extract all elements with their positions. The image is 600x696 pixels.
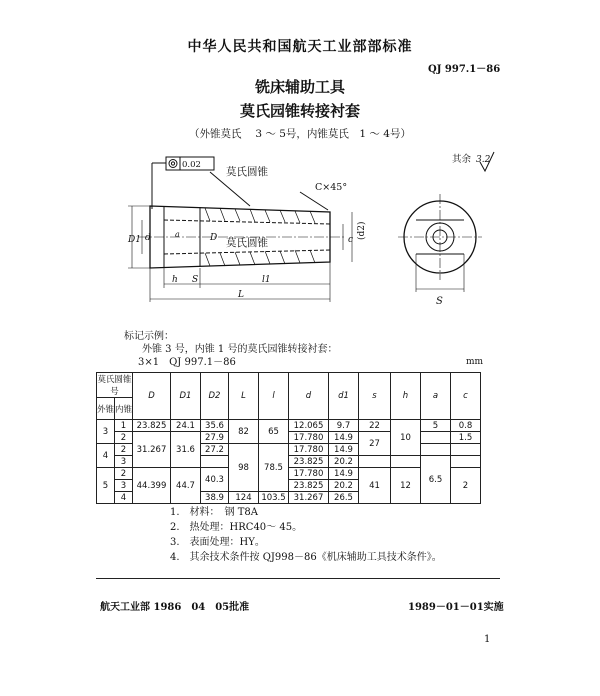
col-D: D — [133, 373, 171, 420]
table-row: 3 1 23.825 24.1 35.6 82 65 12.065 9.7 22 10 5 0.8 — [97, 420, 481, 432]
col-outer: 外锥 — [97, 398, 115, 420]
implementation-date: 1989－01－01实施 — [408, 602, 504, 613]
dim-a: a — [175, 230, 180, 239]
dim-d: d — [145, 233, 151, 243]
note-surface-treatment: 3. 表面处理：HY。 — [170, 537, 265, 548]
marking-description: 外锥 3 号，内锥 1 号的莫氏园锥转接衬套： — [142, 344, 338, 355]
approval-date: 航天工业部 1986 04 05批准 — [100, 602, 250, 613]
dim-D1: D1 — [128, 235, 141, 245]
dim-L: L — [238, 290, 244, 300]
col-a: a — [421, 373, 451, 420]
table-header-group: 莫氏圆锥号 — [97, 373, 133, 398]
table-row: 4 38.9 124 103.5 31.267 26.5 — [97, 492, 481, 504]
chamfer-label: C×45° — [315, 182, 348, 193]
technical-drawing — [0, 142, 600, 327]
table-row: 3 23.825 20.2 — [97, 480, 481, 492]
marking-code: 3×1 QJ 997.1－86 — [138, 357, 236, 368]
note-heat-treatment: 2. 热处理：HRC40～ 45。 — [170, 522, 303, 533]
col-d1: d1 — [329, 373, 359, 420]
col-D2: D2 — [201, 373, 229, 420]
col-L: L — [229, 373, 259, 420]
tolerance-value: 0.02 — [182, 160, 201, 170]
marking-title: 标记示例： — [124, 331, 174, 342]
dim-d2: (d2) — [357, 221, 367, 240]
note-other-requirements: 4. 其余技术条件按 QJ998－86《机床辅助工具技术条件》。 — [170, 552, 442, 563]
page-number: 1 — [484, 634, 491, 645]
dim-l1: l1 — [262, 275, 271, 285]
doc-title-category: 铣床辅助工具 — [254, 78, 345, 96]
unit-label: mm — [466, 357, 484, 367]
dim-S: S — [436, 296, 443, 307]
dim-c: c — [348, 235, 354, 245]
spec-table — [96, 372, 481, 504]
issuing-org: 中华人民共和国航天工业部部标准 — [187, 39, 413, 55]
footer-divider — [96, 578, 500, 579]
col-D1: D1 — [171, 373, 201, 420]
col-l: l — [259, 373, 289, 420]
col-inner: 内锥 — [115, 398, 133, 420]
note-material: 1. 材料： 钢 T8A — [170, 507, 258, 518]
col-h: h — [391, 373, 421, 420]
table-row: 4 2 27.2 98 78.5 17.780 14.9 — [97, 444, 481, 456]
roughness-label: 其余 — [452, 154, 472, 165]
col-d: d — [289, 373, 329, 420]
doc-title: 莫氏园锥转接衬套 — [239, 102, 360, 120]
table-row: 5 2 44.399 44.7 40.3 17.780 14.9 41 12 2 — [97, 468, 481, 480]
col-s: s — [359, 373, 391, 420]
col-c: c — [451, 373, 481, 420]
doc-subtitle: （外锥莫氏 3 ～ 5号，内锥莫氏 1 ～ 4号） — [189, 128, 411, 140]
table-row: 2 31.267 31.6 27.9 17.780 14.9 27 1.5 — [97, 432, 481, 444]
inner-taper-label: 莫氏圆锥 — [226, 237, 268, 249]
dim-s: S — [192, 275, 199, 285]
table-row: 3 23.825 20.2 6.5 — [97, 456, 481, 468]
roughness-value: 3.2 — [476, 155, 491, 165]
standard-number: QJ 997.1－86 — [428, 64, 501, 75]
dim-h: h — [172, 275, 178, 285]
dim-D: D — [210, 233, 218, 243]
outer-taper-label: 莫氏圆锥 — [226, 166, 268, 178]
